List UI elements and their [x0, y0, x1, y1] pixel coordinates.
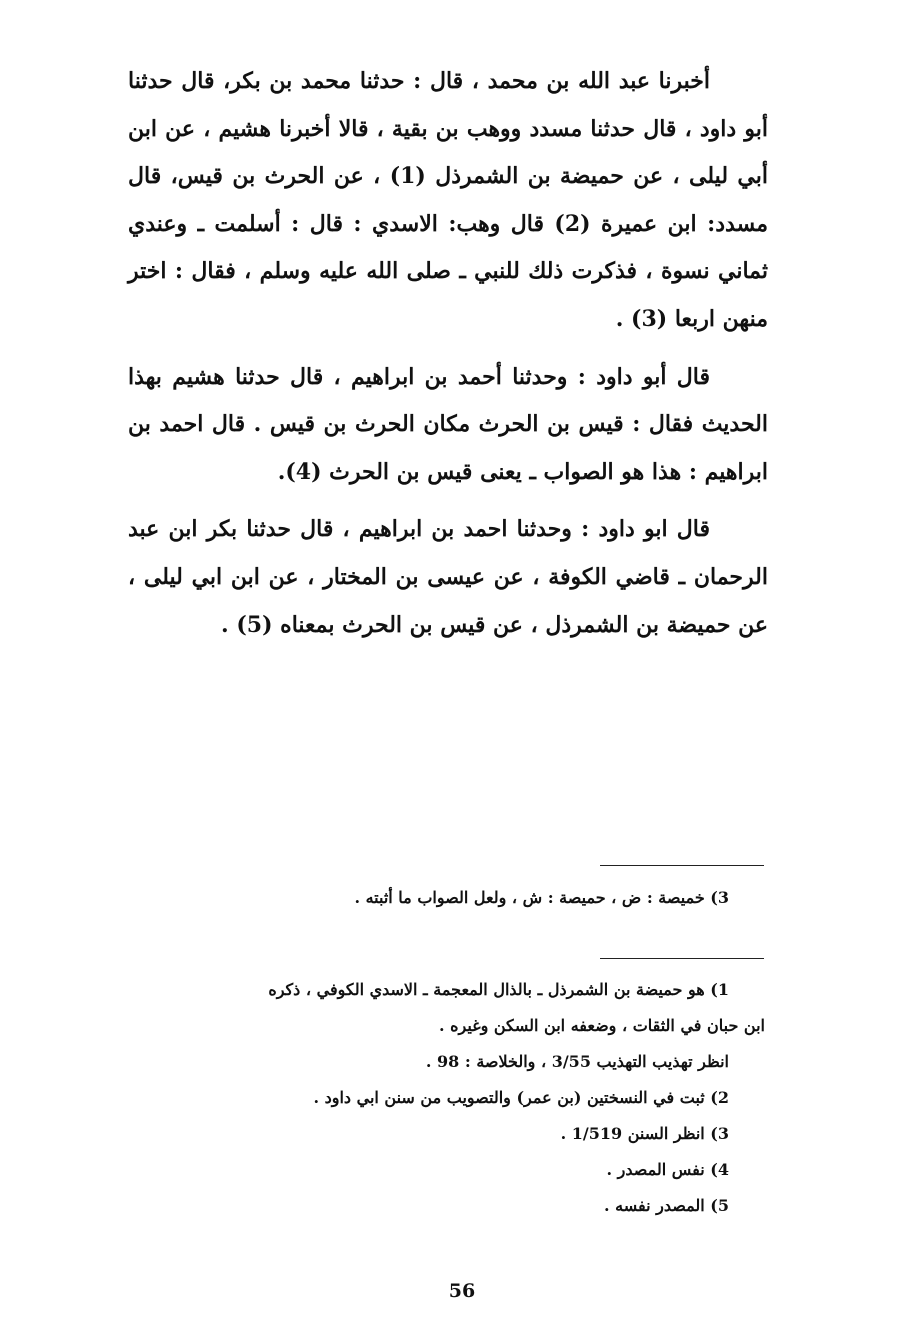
footnote-3: 3) انظر السنن 1/519 . [560, 1124, 729, 1143]
footnote-1-line-1: 1) هو حميضة بن الشمرذل ـ بالذال المعجمة ـ الاسدي الكوفي ، ذكره [268, 980, 729, 999]
variant-note-text: 3) خميصة : ض ، حميصة : ش ، ولعل الصواب ما أثبته . [354, 888, 729, 907]
footnote-1-line-2: ابن حبان في الثقات ، وضعفه ابن السكن وغيره . [439, 1016, 765, 1035]
paragraph-1: أخبرنا عبد الله بن محمد ، قال : حدثنا محمد بن بكر، قال حدثنا أبو داود ، قال حدثنا مسدد ووهب بن بقية ، قالا أخبرنا هشيم ، عن ابن أبي ليلى ، عن حميضة بن الشمرذل (1) ، عن الحرث بن قيس، قال مسدد: ابن عميرة (2) قال وهب: الاسدي : قال : أسلمت ـ وعندي ثماني نسوة ، فذكرت ذلك للنبي ـ صلى الله عليه وسلم ، فقال : اختر منهن اربعا (3) . [128, 68, 769, 332]
footnote-2: 2) ثبت في النسختين (بن عمر) والتصويب من سنن ابي داود . [313, 1088, 729, 1107]
separator-rule-2 [600, 958, 764, 959]
page-number: 56 [448, 1280, 476, 1302]
main-text [128, 58, 768, 659]
footnote-5: 5) المصدر نفسه . [604, 1196, 729, 1215]
footnote-4: 4) نفس المصدر . [606, 1160, 729, 1179]
separator-rule-1 [600, 865, 764, 866]
footnotes [268, 972, 765, 1224]
variant-note [354, 880, 729, 916]
paragraph-3: قال ابو داود : وحدثنا احمد بن ابراهيم ، قال حدثنا بكر ابن عبد الرحمان ـ قاضي الكوفة ، عن عيسى بن المختار ، عن ابن ابي ليلى ، عن حميضة بن الشمرذل ، عن قيس بن الحرث بمعناه (5) . [128, 516, 768, 638]
paragraph-2: قال أبو داود : وحدثنا أحمد بن ابراهيم ، قال حدثنا هشيم بهذا الحديث فقال : قيس بن الحرث مكان الحرث بن قيس . قال احمد بن ابراهيم : هذا هو الصواب ـ يعنى قيس بن الحرث (4). [128, 363, 768, 485]
footnote-1-line-3: انظر تهذيب التهذيب 3/55 ، والخلاصة : 98 . [425, 1052, 729, 1071]
